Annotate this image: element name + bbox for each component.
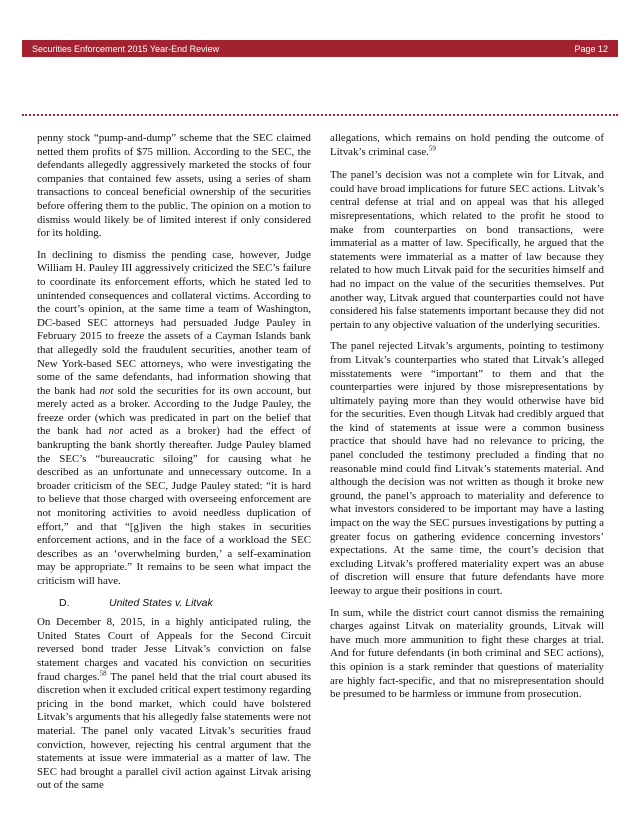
left-column <box>37 132 311 801</box>
paragraph: penny stock “pump-and-dump” scheme that the SEC claimed netted them profits of $75 million. According to the SEC, the defendants allegedly aggressively marketed the stocks of four companies that contained few assets, using a series of sham transactions to conceal beneficial ownership of the securities before offering them to the public. The opinion on a motion to dismiss would likely be of limited interest if only considered for its holding. <box>37 132 311 240</box>
paragraph <box>330 132 604 159</box>
right-column <box>330 132 604 710</box>
text-run: acted as a broker) had the effect of bankrupting the bank shortly thereafter. Judge Pauley blamed the SEC’s “bureaucratic siloing” for causing what he described as an unfortunate and unnecessary outcome. In a broader criticism of the SEC, Judge Pauley stated: “it is hard to believe that those charged with overseeing enforcement are not monitoring activities to avoid needless duplication of effort,” and that “[g]iven the high stakes in securities enforcement actions, and in the face of a workload the SEC describes as an ‘overwhelming burden,’ a self-examination may be appropriate.” It remains to be seen what impact the criticism will have. <box>37 425 311 587</box>
paragraph: In sum, while the district court cannot dismiss the remaining charges against Litvak on materiality grounds, Litvak will have much more ammunition to fight these charges at trial. And for future defendants (in both criminal and SEC actions), this opinion is a stark reminder that questions of materiality are highly fact-specific, and that no misrepresentation should be presumed to be harmless or immune from prosecution. <box>330 606 604 701</box>
paragraph <box>37 616 311 793</box>
page-number: Page 12 <box>574 43 608 54</box>
emphasis: not <box>99 384 114 397</box>
paragraph <box>37 249 311 589</box>
text-run: On December 8, 2015, in a highly anticipated ruling, the United States Court of Appeals for the Second Circuit reversed bond trader Jesse Litvak’s conviction on false statement charges and vacated his conviction on securities fraud charges. <box>37 616 311 683</box>
paragraph: The panel’s decision was not a complete win for Litvak, and could have broad implications for future SEC actions. Litvak’s central defense at trial and on appeal was that his alleged misrepresentations, which related to the profit he stood to make from counterparties on bond transactions, were immaterial as a matter of law. Specifically, he argued that the statements were immaterial as a matter of law because they related to how much Litvak paid for the securities himself and had no impact on the value of the securities themselves. Put another way, Litvak argued that counterparties could not have considered his false statements important because they did not pertain to any objective valuation of the underlying securities. <box>330 169 604 331</box>
paragraph: The panel rejected Litvak’s arguments, pointing to testimony from Litvak’s counterparties who stated that Litvak’s alleged misstatements were “important” to them and that the counterparties were injured by those misrepresentations by ultimately paying more than they would otherwise have bid for the securities. Even though Litvak had credibly argued that the kind of statements at issue were a common business practice that should have had no relevance to pricing, the panel concluded the testimony precluded a finding that no reasonable mind could find Litvak’s statements material. And although the decision was not written as though it broke new ground, the panel’s approach to materiality and deference to what investors considered to be important may have a lasting impact on the way the SEC pursues investigations by putting a greater focus on gathering evidence concerning investors’ expectations. At the same time, the court’s decision that excluding Litvak’s proffered materiality expert was an abuse of discretion will ensure that future defendants have more leeway to argue their positions in court. <box>330 340 604 597</box>
footnote-ref: 58 <box>99 668 107 677</box>
section-title: United States v. Litvak <box>109 596 213 609</box>
section-heading <box>59 597 311 611</box>
text-run: sold the securities for its own account, but merely acted as a broker. According to the Judge Pauley, the freeze order (which was predicated in part on the belief that the bank had <box>37 384 311 438</box>
text-run: In declining to dismiss the pending case, however, Judge William H. Pauley III aggressively criticized the SEC’s failure to coordinate its enforcement efforts, which he stated led to unintended consequences and collateral victims. According to the court’s opinion, at the same time a team of Washington, DC-based SEC attorneys had persuaded Judge Pauley in February 2015 to freeze the assets of a Cayman Islands bank that allegedly sold the fraudulent securities, another team of New York-based SEC attorneys, who were investigating the some of the same defendants, had information showing that the bank had <box>37 248 311 397</box>
emphasis: not <box>108 425 123 438</box>
header-bar <box>22 40 618 57</box>
section-letter: D. <box>59 596 70 609</box>
footnote-ref: 59 <box>428 143 436 152</box>
dotted-divider <box>22 114 618 116</box>
header-title: Securities Enforcement 2015 Year-End Review <box>32 43 220 54</box>
text-run: The panel held that the trial court abused its discretion when it excluded critical expert testimony regarding pricing in the bond market, which could have bolstered Litvak’s arguments that his allegedly false statements were not material. The panel only vacated Litvak’s securities fraud conviction, however, rejecting his central argument that the statements at issue were immaterial as a matter of law. The SEC had brought a parallel civil action against Litvak arising out of the same <box>37 670 311 792</box>
text-run: allegations, which remains on hold pending the outcome of Litvak’s criminal case. <box>330 132 604 158</box>
